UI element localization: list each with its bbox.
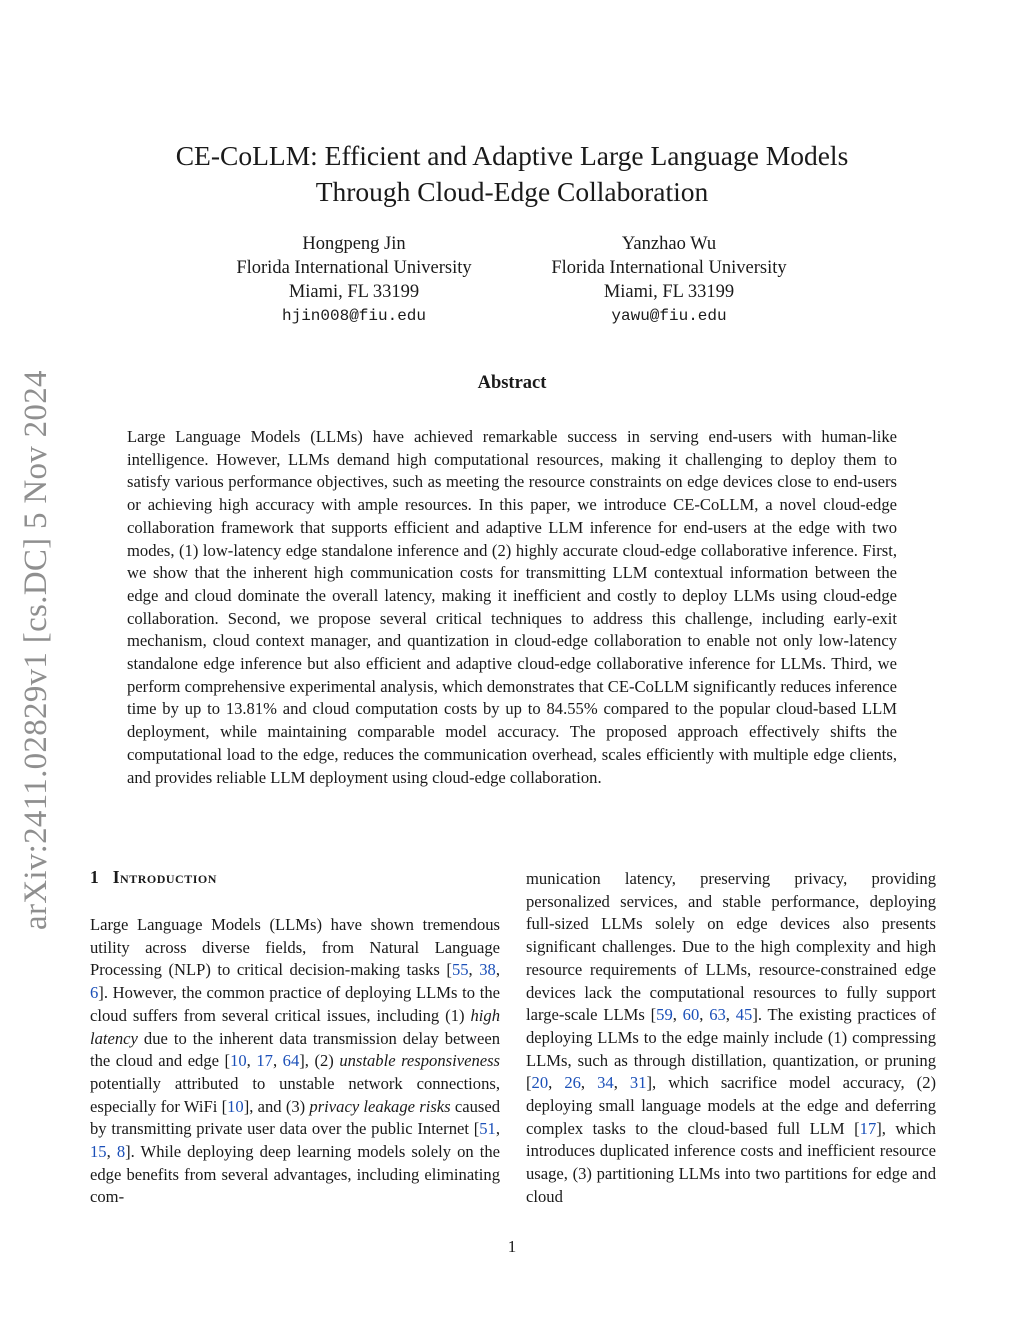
citation-link[interactable]: 55 — [451, 960, 469, 980]
citation-link[interactable]: 20 — [531, 1073, 549, 1093]
author-location: Miami, FL 33199 — [288, 282, 420, 302]
section-title: Introduction — [112, 867, 217, 887]
abstract-body: Large Language Models (LLMs) have achieved remarkable success in serving end-users with human-like intelligence. However, LLMs demand high computational resources, making it challenging to deploy them to satisfy various performance objectives, such as meeting the resource constraints on edge devices close to end-users or achieving high accuracy with ample resources. In this paper, we introduce CE-CoLLM, a novel cloud-edge collaboration framework that supports efficient and adaptive LLM inference for end-users at the edge with two modes, (1) low-latency edge standalone inference and (2) highly accurate cloud-edge collaborative inference. First, we show that the inherent high communication costs for transmitting LLM contextual information between the edge and cloud dominate the overall latency, making it inefficient and costly to deploy LLMs using cloud-edge collaboration. Second, we propose several critical techniques to address this challenge, including early-exit mechanism, cloud context manager, and quantization in cloud-edge collaboration to enable not only low-latency standalone edge inference but also efficient and adaptive cloud-edge collaborative inference for LLMs. Third, we perform comprehensive experimental analysis, which demonstrates that CE-CoLLM significantly reduces inference time by up to 13.81% and cloud computation costs by up to 84.55% compared to the popular cloud-based LLM deployment, while maintaining comparable model accuracy. The proposed approach effectively shifts the computational load to the edge, reduces the communication overhead, scales efficiently with multiple edge clients, and provides reliable LLM deployment using cloud-edge collaboration. — [127, 427, 897, 787]
citation-link[interactable]: 31 — [629, 1073, 647, 1093]
emphasis-text: unstable responsiveness — [339, 1051, 501, 1071]
citation-link[interactable]: 34 — [597, 1073, 614, 1093]
citation-link[interactable]: 6 — [90, 983, 99, 1003]
citation-link[interactable]: 45 — [735, 1005, 753, 1025]
citation-link[interactable]: 64 — [282, 1051, 300, 1071]
intro-column-right: munication latency, preserving privacy, providing personalized services, and stable performance, deploying full-sized LLMs solely on edge devices also presents significant challenges. Due to the high complexity and high resource requirements of LLMs, resource-constrained edge devices lack the computational resources to fully support large-scale LLMs [59, 60, 63, 45]. The existing practices of deploying LLMs to the edge mainly include (1) compressing LLMs, such as through distillation, quantization, or pruning [20, 26, 34, 31], which sacrifice model accuracy, (2) deploying small language models at the edge and deferring complex tasks to the cloud-based full LLM [17], which introduces duplicated inference costs and inefficient resource usage, (3) partitioning LLMs into two partitions for edge and cloud — [526, 869, 937, 1206]
citation-link[interactable]: 51 — [479, 1119, 496, 1139]
title-line-2: Through Cloud-Edge Collaboration — [315, 176, 709, 207]
author-email[interactable]: hjin008@fiu.edu — [281, 307, 427, 325]
title-line-1: CE-CoLLM: Efficient and Adaptive Large Language Models — [175, 140, 849, 171]
section-heading — [90, 867, 217, 888]
author-name: Yanzhao Wu — [621, 234, 717, 254]
arxiv-stamp: arXiv:2411.02829v1 [cs.DC] 5 Nov 2024 — [18, 370, 54, 930]
citation-link[interactable]: 17 — [859, 1118, 877, 1138]
author-email[interactable]: yawu@fiu.edu — [611, 307, 727, 325]
emphasis-text: high latency — [90, 1005, 500, 1048]
page-number: 1 — [507, 1237, 517, 1256]
citation-link[interactable]: 15 — [90, 1142, 107, 1162]
emphasis-text: privacy leakage risks — [309, 1096, 451, 1116]
citation-link[interactable]: 60 — [682, 1005, 700, 1025]
citation-link[interactable]: 26 — [564, 1073, 581, 1093]
intro-column-left: Large Language Models (LLMs) have shown tremendous utility across diverse fields, from Natural Language Processing (NLP) to critical decision-making tasks [55, 38, 6]. However, the common practice of deploying LLMs to the cloud suffers from several critical issues, including (1) high latency due to the inherent data transmission delay between the cloud and edge [10, 17, 64], (2) unstable responsiveness potentially attributed to unstable network connections, especially for WiFi [10], and (3) privacy leakage risks caused by transmitting private user data over the public Internet [51, 15, 8]. While deploying deep learning models solely on the edge benefits from several advantages, including eliminating com- — [90, 915, 501, 1207]
citation-link[interactable]: 59 — [656, 1005, 673, 1025]
citation-link[interactable]: 8 — [116, 1142, 126, 1162]
citation-link[interactable]: 63 — [709, 1005, 726, 1025]
citation-link[interactable]: 10 — [230, 1051, 247, 1071]
citation-link[interactable]: 17 — [256, 1051, 273, 1071]
abstract-heading: Abstract — [477, 373, 547, 393]
author-1 — [174, 232, 534, 328]
author-affiliation: Florida International University — [236, 258, 472, 278]
citation-link[interactable]: 38 — [479, 960, 496, 980]
author-name: Hongpeng Jin — [302, 234, 406, 254]
section-number: 1 — [90, 867, 99, 887]
paper-title — [100, 138, 924, 210]
author-affiliation: Florida International University — [551, 258, 787, 278]
citation-link[interactable]: 10 — [227, 1096, 244, 1116]
author-2 — [489, 232, 849, 328]
author-location: Miami, FL 33199 — [603, 282, 735, 302]
